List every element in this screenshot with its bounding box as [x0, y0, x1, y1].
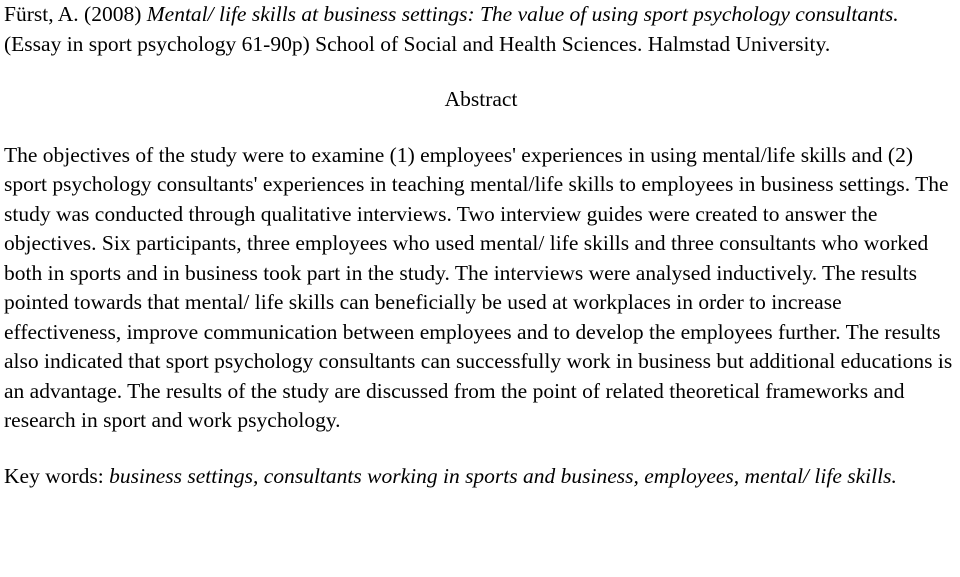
keywords	[4, 462, 958, 492]
keywords-label: Key words:	[4, 463, 110, 488]
abstract-body: The objectives of the study were to examine (1) employees' experiences in using mental/life skills and (2) sport psychology consultants' experiences in teaching mental/life skills to employees in business settings. The study was conducted through qualitative interviews. Two interview guides were created to answer the objectives. Six participants, three employees who used mental/ life skills and three consultants who worked both in sports and in business took part in the study. The interviews were analysed inductively. The results pointed towards that mental/ life skills can beneficially be used at workplaces in order to increase effectiveness, improve communication between employees and to develop the employees further. The results also indicated that sport psychology consultants can successfully work in business but additional educations is an advantage. The results of the study are discussed from the point of related theoretical frameworks and research in sport and work psychology.	[4, 142, 953, 432]
citation-details: (Essay in sport psychology 61-90p) School of Social and Health Sciences. Halmstad University.	[4, 31, 831, 56]
document-page	[4, 0, 958, 491]
keywords-terms: business settings, consultants working in sports and business, employees, mental/ life skills.	[109, 463, 897, 488]
citation-title: Mental/ life skills at business settings: The value of using sport psychology consultants.	[146, 2, 899, 26]
abstract-heading: Abstract	[444, 87, 518, 111]
citation	[4, 0, 958, 59]
citation-author-year: Fürst, A. (2008)	[4, 2, 147, 26]
